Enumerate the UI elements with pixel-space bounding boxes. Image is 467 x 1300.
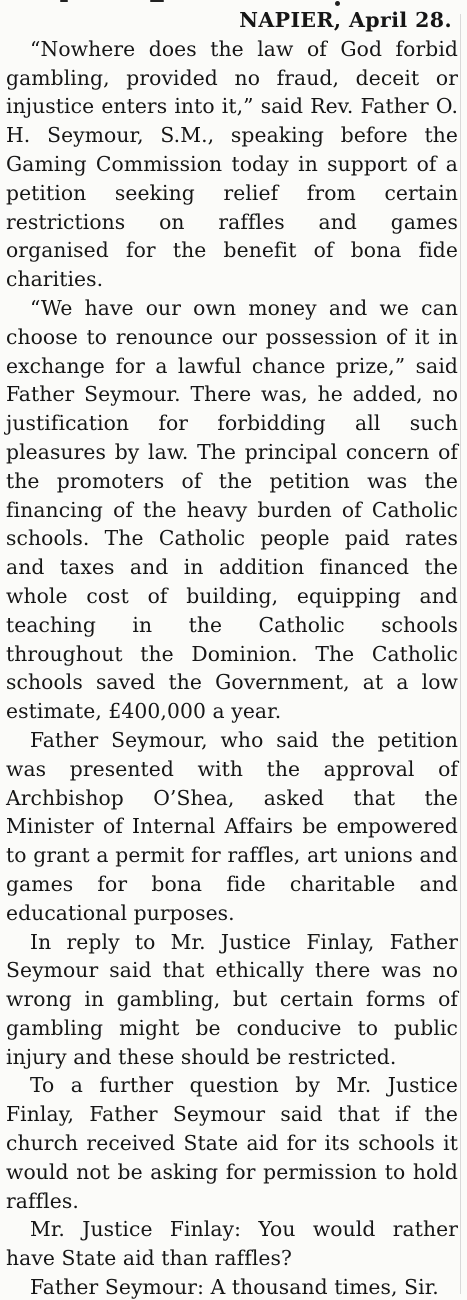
column-edge [460, 14, 461, 1294]
article-paragraph: In reply to Mr. Justice Finlay, Father Seymour said that ethically there was no wrong in gambling, but certain forms of gambling might be conducive to public injury and these should be restricted. [6, 929, 458, 1069]
ink-speck [150, 0, 164, 2]
dateline: NAPIER, April 28. [239, 8, 452, 32]
ink-speck [60, 0, 68, 2]
article-paragraph: “We have our own money and we can choose to renounce our possession of it in exchange for a lawful chance prize,” said Father Seymour. There was, he added, no justification for forbidding all such pleasures by law. The principal concern of the promoters of the petition was the financing of the heavy burden of Catholic schools. The Catholic people paid rates and taxes and in addition financed the whole cost of building, equipping and teaching in the Catholic schools throughout the Dominion. The Catholic schools saved the Government, at a low estimate, £400,000 a year. [6, 295, 458, 724]
article-paragraph: Father Seymour, who said the petition was presented with the approval of Archbishop O’Shea, asked that the Minister of Internal Affairs be empowered to grant a permit for raffles, art unions and games for bona fide charitable and educational purposes. [6, 727, 458, 925]
article-paragraph: Mr. Justice Finlay: You would rather have State aid than raffles? [6, 1217, 458, 1271]
news-article [6, 6, 458, 1300]
article-paragraph: Father Seymour: A thousand times, Sir. [30, 1275, 439, 1300]
article-paragraph: To a further question by Mr. Justice Finlay, Father Seymour said that if the church received State aid for its schools it would not be asking for permission to hold raffles. [6, 1073, 458, 1213]
article-paragraph: “Nowhere does the law of God forbid gambling, provided no fraud, deceit or injustice enters into it,” said Rev. Father O. H. Seymour, S.M., speaking before the Gaming Commission today in support of a petition seeking relief from certain restrictions on raffles and games organised for the benefit of bona fide charities. [6, 36, 458, 292]
